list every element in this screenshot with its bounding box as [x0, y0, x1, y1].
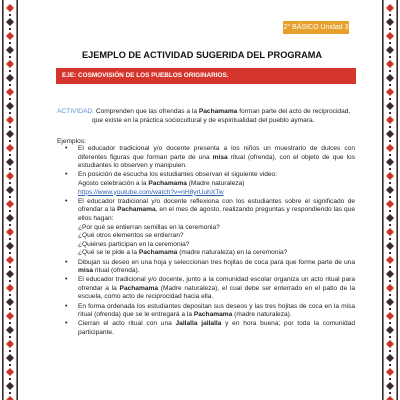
item-text: (Madre naturaleza), el cual debe ser enterrado en el patio de la escuela, como acto de reciprocidad hacia ella. [78, 284, 355, 301]
page-title: EJEMPLO DE ACTIVIDAD SUGERIDA DEL PROGRAMA [81, 50, 323, 60]
activity-text-continued: que existe en la práctica sociocultural y de espiritualidad del pueblo aymara. [92, 117, 315, 124]
border-dot-motif [9, 364, 11, 366]
item-text: Agosto celebración a la [78, 179, 149, 187]
border-dot-motif [9, 210, 11, 212]
border-dot-motif [9, 280, 11, 282]
andean-pattern-right [380, 0, 400, 400]
grade-unit-badge: 2° BÁSICO Unidad 3 [283, 21, 349, 34]
item-bold: Pachamama [119, 284, 159, 292]
border-dot-motif [389, 280, 391, 282]
item-text: Cierran el acto ritual con una [78, 320, 176, 328]
activity-label: ACTIVIDAD: [57, 108, 95, 115]
question-text: ¿Qué se le pide a la [78, 249, 139, 257]
item-text: En posición de escucha los estudiantes observan el siguiente video: [78, 171, 278, 179]
border-dot-motif [9, 126, 11, 128]
border-dot-motif [9, 98, 11, 100]
item-text: ritual (ofrenda), con el objeto de que los estudiantes lo observen y manipulen. [78, 153, 356, 170]
item-text: (Madre naturaleza) [186, 179, 245, 187]
border-dot-motif [9, 196, 11, 198]
border-dot-motif [9, 238, 11, 240]
border-dot-motif [9, 224, 11, 226]
border-dot-motif [9, 112, 11, 114]
list-item [57, 259, 355, 276]
border-dot-motif [389, 196, 391, 198]
border-dot-motif [389, 14, 391, 16]
border-dot-motif [9, 378, 11, 380]
examples-label: Ejemplos: [57, 138, 86, 145]
item-bold: misa [212, 153, 228, 161]
border-dot-motif [9, 84, 11, 86]
item-text: El educador tradicional y/o docente reflexiona con los estudiantes sobre el significado de ofrendar a la [78, 197, 355, 214]
border-dot-motif [9, 182, 11, 184]
video-link[interactable]: https://www.youtube.com/watch?v=nH8yrUuhXTw [78, 188, 224, 196]
border-dot-motif [389, 294, 391, 296]
border-dot-motif [9, 336, 11, 338]
activity-bold: Pachamama [198, 108, 238, 115]
activity-statement [57, 107, 355, 125]
border-dot-motif [9, 392, 11, 394]
border-dot-motif [389, 350, 391, 352]
item-text: (madre naturaleza). [232, 311, 292, 319]
border-dot-motif [9, 350, 11, 352]
border-dot-motif [389, 238, 391, 240]
border-dot-motif [389, 182, 391, 184]
border-dot-motif [389, 28, 391, 30]
border-dot-motif [9, 252, 11, 254]
item-text: En forma ordenada los estudiantes depositan sus deseos y las tres hojitas de coca en la misa ritual (ofrenda) que se le entregará a la [78, 302, 355, 319]
border-dot-motif [389, 378, 391, 380]
border-dot-motif [9, 28, 11, 30]
border-dot-motif [389, 42, 391, 44]
border-dot-motif [9, 308, 11, 310]
list-item [57, 320, 355, 337]
border-dot-motif [9, 42, 11, 44]
item-text: El educador tradicional y/o docente, junto a la comunidad escolar organiza un acto ritual para ofrendar a la [78, 276, 355, 292]
border-dot-motif [389, 140, 391, 142]
border-dot-motif [9, 168, 11, 170]
border-dot-motif [389, 308, 391, 310]
border-dot-motif [389, 126, 391, 128]
border-dot-motif [9, 322, 11, 324]
examples-list [57, 145, 355, 338]
item-text: El educador tradicional y/o docente presenta a los niños un muestrario de dulces con diferentes figuras que forman parte de una [78, 145, 355, 161]
activity-text: forman parte del acto de reciprocidad, [237, 108, 351, 115]
question-text: ¿Quiénes participan en la ceremonia? [78, 240, 190, 248]
item-bold: Pachamama [117, 206, 156, 214]
list-item [57, 171, 355, 197]
border-dot-motif [9, 294, 11, 296]
decorative-border-right [380, 0, 400, 400]
item-bold: Pachamama [193, 311, 233, 319]
border-dot-motif [9, 154, 11, 156]
list-item [57, 198, 355, 258]
border-dot-motif [389, 56, 391, 58]
border-dot-motif [389, 224, 391, 226]
item-text: y en hora buena; por toda la comunidad participante. [78, 320, 355, 337]
list-item [57, 276, 355, 302]
border-dot-motif [389, 84, 391, 86]
question-text: (madre naturaleza) en la ceremonia? [177, 249, 288, 257]
axis-banner: EJE: COSMOVISIÓN DE LOS PUEBLOS ORIGINARIOS. [56, 68, 356, 84]
border-dot-motif [389, 112, 391, 114]
item-text: , en el mes de agosto, realizando preguntas y respondiendo las que ellos hagan: [78, 206, 355, 222]
border-dot-motif [9, 70, 11, 72]
border-dot-motif [389, 98, 391, 100]
border-dot-motif [389, 266, 391, 268]
decorative-border-left [0, 0, 20, 400]
item-text: Dibujan su deseo en una hoja y seleccionan tres hojitas de coca para que forme parte de una [78, 258, 355, 266]
border-dot-motif [389, 168, 391, 170]
item-bold: misa [78, 267, 94, 275]
item-bold: Pachamama [148, 179, 187, 187]
border-dot-motif [389, 210, 391, 212]
border-dot-motif [9, 14, 11, 16]
list-item [57, 145, 355, 171]
border-dot-motif [9, 266, 11, 268]
border-dot-motif [389, 322, 391, 324]
activity-text: Comprenden que las ofrendas a la [94, 108, 199, 115]
border-dot-motif [389, 336, 391, 338]
border-dot-motif [389, 392, 391, 394]
border-dot-motif [389, 154, 391, 156]
item-bold: Jallalla jallalla [175, 320, 222, 328]
border-dot-motif [389, 70, 391, 72]
question-text: ¿Por qué se entierran semillas en la ceremonia? [78, 223, 220, 231]
border-dot-motif [9, 56, 11, 58]
question-text: ¿Qué otros elementos se entierran? [78, 232, 184, 240]
border-dot-motif [9, 140, 11, 142]
andean-pattern-left [0, 0, 20, 400]
border-dot-motif [389, 252, 391, 254]
border-dot-motif [389, 364, 391, 366]
item-text: ritual (ofrenda). [93, 267, 140, 275]
item-bold: Pachamama [138, 249, 178, 257]
list-item [57, 303, 355, 320]
